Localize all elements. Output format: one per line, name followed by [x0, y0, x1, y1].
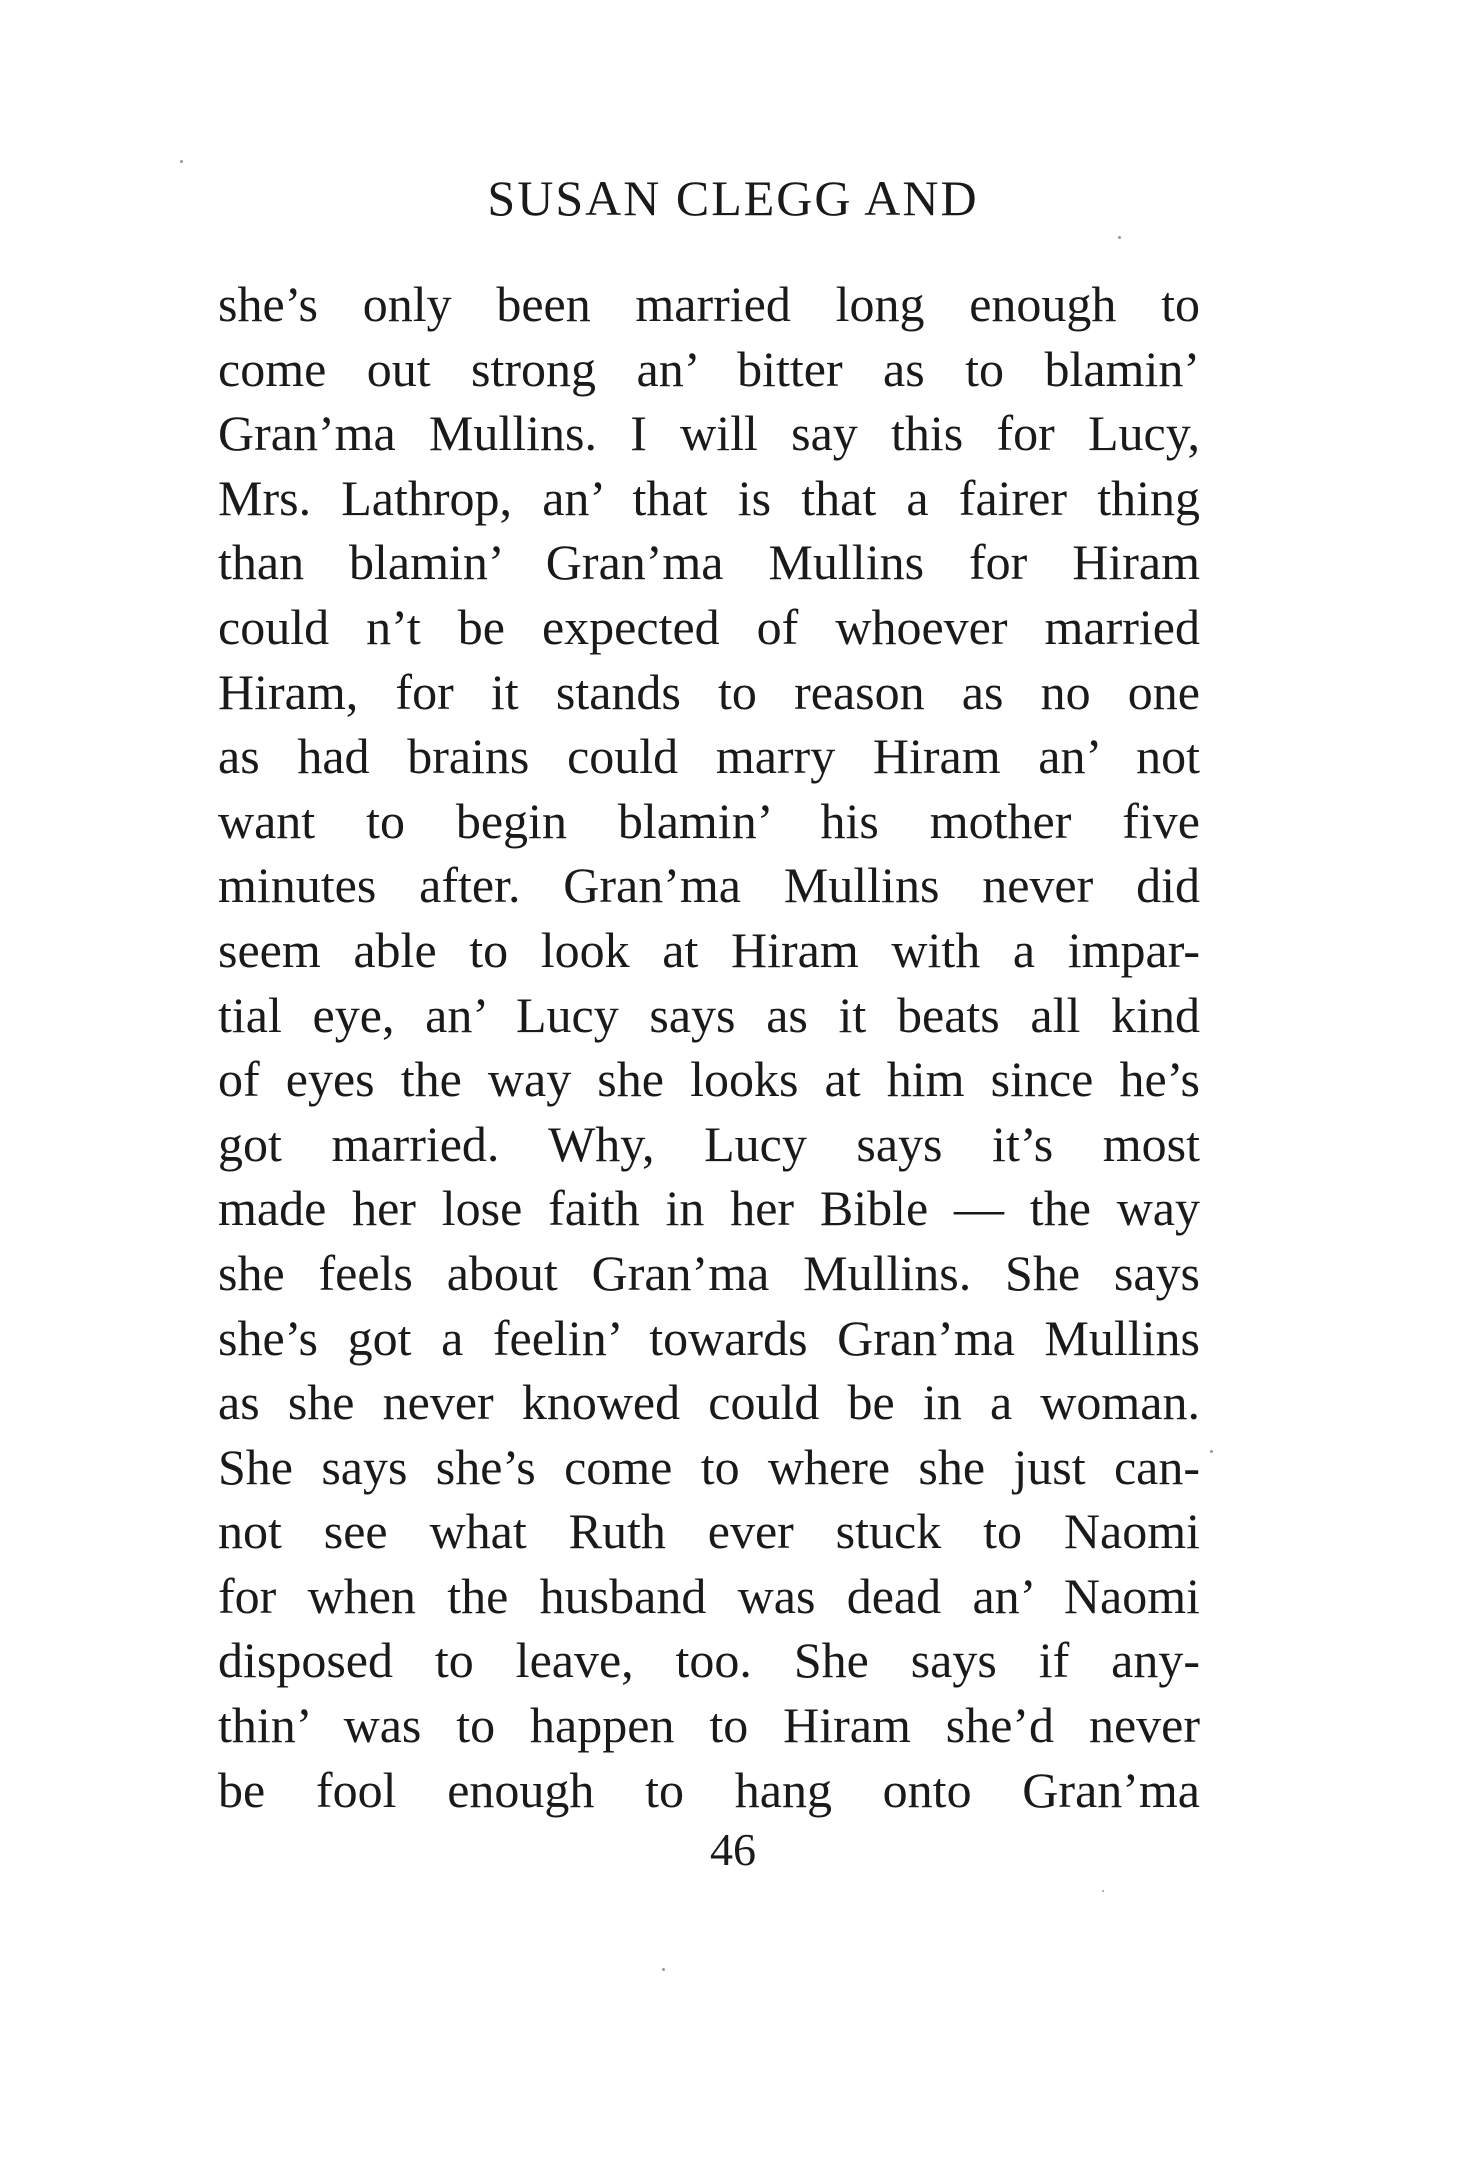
text-line-13 — [218, 1047, 1200, 1112]
text-line-24 — [218, 1758, 1200, 1823]
text-line-18-content: as she never knowed could be in a woman. — [218, 1374, 1200, 1431]
text-line-20 — [218, 1499, 1200, 1564]
text-line-18 — [218, 1370, 1200, 1435]
text-line-22 — [218, 1628, 1200, 1693]
text-line-4-content: Mrs. Lathrop, an’ that is that a fairer thing — [218, 469, 1200, 526]
paper-speck — [662, 1968, 665, 1971]
text-line-8-content: as had brains could marry Hiram an’ not — [218, 728, 1200, 785]
page-number: 46 — [710, 1824, 756, 1875]
text-line-24-content: be fool enough to hang onto Gran’ma — [218, 1761, 1200, 1818]
text-line-11-content: seem able to look at Hiram with a impar- — [218, 921, 1200, 978]
text-line-14-content: got married. Why, Lucy says it’s most — [218, 1115, 1200, 1172]
text-line-9-content: want to begin blamin’ his mother five — [218, 792, 1200, 849]
text-line-6 — [218, 595, 1200, 660]
text-line-16 — [218, 1241, 1200, 1306]
text-line-19-content: She says she’s come to where she just can- — [218, 1438, 1200, 1495]
text-line-11 — [218, 918, 1200, 983]
text-line-13-content: of eyes the way she looks at him since he’s — [218, 1051, 1200, 1108]
text-line-21 — [218, 1564, 1200, 1629]
text-line-14 — [218, 1112, 1200, 1177]
text-line-20-content: not see what Ruth ever stuck to Naomi — [218, 1503, 1200, 1560]
text-line-21-content: for when the husband was dead an’ Naomi — [218, 1567, 1200, 1624]
text-line-1-content: she’s only been married long enough to — [218, 276, 1200, 332]
text-line-10-content: minutes after. Gran’ma Mullins never did — [218, 857, 1200, 914]
text-line-8 — [218, 724, 1200, 789]
text-line-17-content: she’s got a feelin’ towards Gran’ma Mullins — [218, 1309, 1200, 1366]
text-line-15-content: made her lose faith in her Bible — the way — [218, 1180, 1200, 1237]
text-line-15 — [218, 1176, 1200, 1241]
text-line-7 — [218, 660, 1200, 725]
text-line-12 — [218, 983, 1200, 1048]
text-line-5 — [218, 530, 1200, 595]
text-line-23-content: thin’ was to happen to Hiram she’d never — [218, 1697, 1200, 1754]
text-line-12-content: tial eye, an’ Lucy says as it beats all kind — [218, 986, 1200, 1043]
text-line-3 — [218, 401, 1200, 466]
paper-speck — [1210, 1450, 1213, 1453]
text-line-6-content: could n’t be expected of whoever married — [218, 598, 1200, 655]
text-line-23 — [218, 1693, 1200, 1758]
text-line-17 — [218, 1306, 1200, 1371]
text-line-22-content: disposed to leave, too. She says if any- — [218, 1632, 1200, 1689]
text-line-4 — [218, 466, 1200, 531]
paper-speck — [180, 160, 183, 163]
text-line-9 — [218, 789, 1200, 854]
paper-speck — [1118, 236, 1121, 239]
paper-speck — [1102, 1890, 1104, 1892]
text-line-3-content: Gran’ma Mullins. I will say this for Lucy, — [218, 405, 1200, 462]
text-line-7-content: Hiram, for it stands to reason as no one — [218, 663, 1200, 720]
body-text — [218, 272, 1200, 1822]
running-head: SUSAN CLEGG AND — [487, 170, 979, 226]
text-line-2-content: come out strong an’ bitter as to blamin’ — [218, 340, 1200, 397]
text-line-16-content: she feels about Gran’ma Mullins. She says — [218, 1244, 1200, 1301]
text-line-19 — [218, 1435, 1200, 1500]
text-line-2 — [218, 337, 1200, 402]
text-line-5-content: than blamin’ Gran’ma Mullins for Hiram — [218, 534, 1200, 591]
text-line-10 — [218, 853, 1200, 918]
text-line-1 — [218, 272, 1200, 337]
